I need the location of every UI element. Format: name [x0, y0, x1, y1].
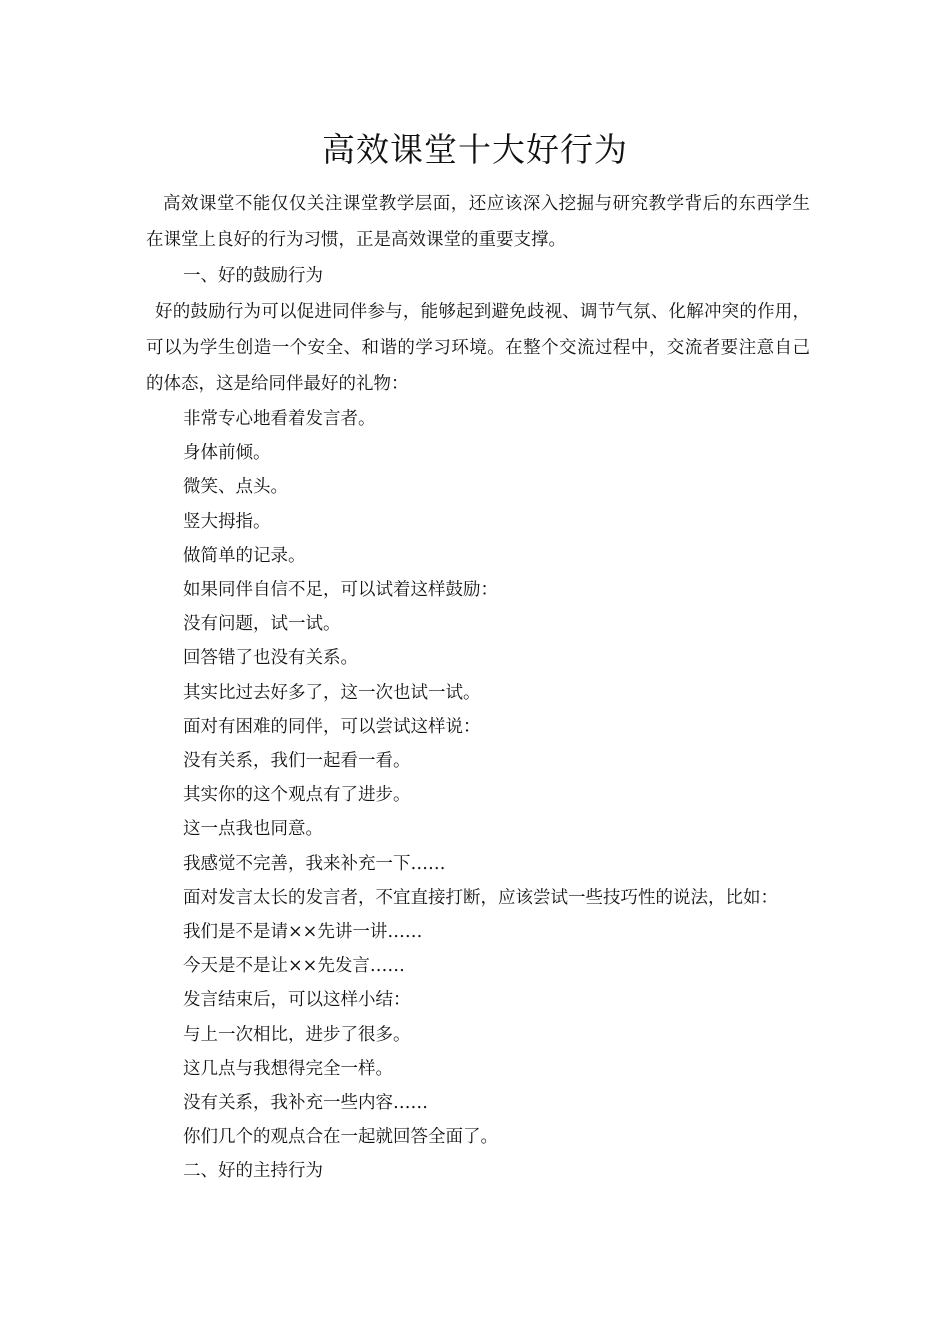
- list-line: 你们几个的观点合在一起就回答全面了。: [183, 1127, 498, 1148]
- list-line: 这一点我也同意。: [183, 819, 323, 840]
- list-line: 我感觉不完善，我来补充一下……: [183, 853, 446, 874]
- section-heading: 二、好的主持行为: [183, 1161, 323, 1182]
- list-line: 如果同伴自信不足，可以试着这样鼓励：: [183, 580, 498, 601]
- intro-paragraph: 高效课堂不能仅仅关注课堂教学层面，还应该深入挖掘与研究教学背后的东西学生在课堂上良好的行为习惯，正是高效课堂的重要支撑。: [146, 194, 810, 250]
- list-line: 这几点与我想得完全一样。: [183, 1058, 393, 1079]
- list-line: 身体前倾。: [183, 443, 271, 464]
- section-paragraph: 好的鼓励行为可以促进同伴参与，能够起到避免歧视、调节气氛、化解冲突的作用，可以为学生创造一个安全、和谐的学习环境。在整个交流过程中，交流者要注意自己的体态，这是给同伴最好的礼物：: [146, 302, 810, 394]
- list-line: 面对有困难的同伴，可以尝试这样说：: [183, 716, 481, 737]
- document-title: 高效课堂十大好行为: [322, 130, 628, 169]
- list-line: 回答错了也没有关系。: [183, 648, 358, 669]
- list-line: 微笑、点头。: [183, 477, 288, 498]
- list-line: 我们是不是请××先讲一讲……: [183, 922, 423, 943]
- list-line: 与上一次相比，进步了很多。: [183, 1024, 411, 1045]
- list-line: 做简单的记录。: [183, 545, 306, 566]
- list-line: 没有关系，我补充一些内容……: [183, 1093, 428, 1114]
- list-line: 今天是不是让××先发言……: [183, 956, 405, 977]
- line-list: [146, 402, 810, 1189]
- document-body: [146, 186, 810, 1189]
- list-line: 其实你的这个观点有了进步。: [183, 785, 411, 806]
- list-line: 竖大拇指。: [183, 511, 271, 532]
- list-line: 发言结束后，可以这样小结：: [183, 990, 411, 1011]
- list-line: 面对发言太长的发言者，不宜直接打断，应该尝试一些技巧性的说法，比如：: [183, 887, 778, 908]
- section-heading: 一、好的鼓励行为: [183, 266, 323, 286]
- list-line: 没有关系，我们一起看一看。: [183, 751, 411, 772]
- list-line: 其实比过去好多了，这一次也试一试。: [183, 682, 481, 703]
- list-line: 非常专心地看着发言者。: [183, 409, 376, 429]
- list-line: 没有问题，试一试。: [183, 614, 341, 635]
